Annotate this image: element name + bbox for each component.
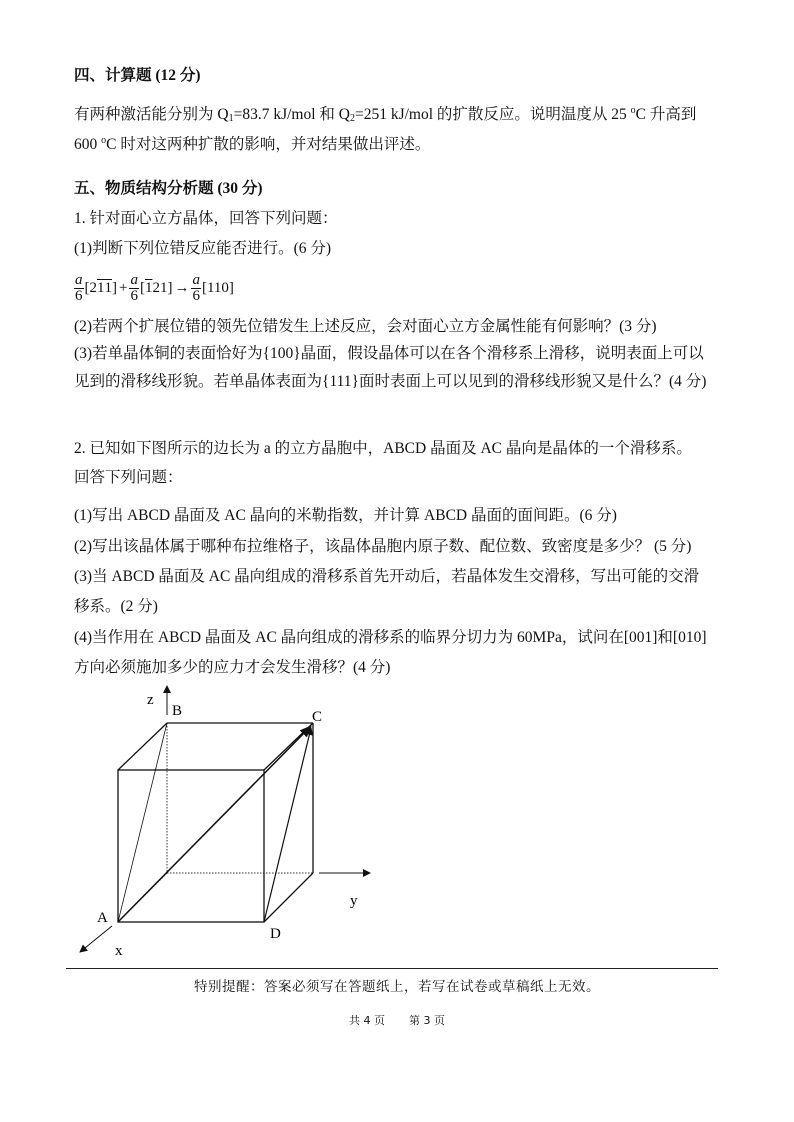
text-segment: 600	[74, 136, 102, 153]
miller-index-part: [	[139, 279, 145, 296]
fraction-numerator: a	[130, 271, 138, 288]
miller-index-bar: 1	[97, 279, 105, 296]
miller-index-part: [2	[84, 279, 97, 296]
fraction-denominator: 6	[75, 287, 83, 304]
text-segment: C 升高到	[635, 106, 697, 123]
question-2-sub-4-line-2: 方向必须施加多少的应力才会发生滑移？(4 分)	[74, 659, 391, 676]
current-page: 第 3 页	[409, 1014, 445, 1027]
question-1-sub-3-line-2: 见到的滑移线形貌。若单晶体表面为{111}面时表面上可以见到的滑移线形貌又是什么？(4 分)	[74, 373, 707, 390]
cube-edge	[264, 723, 313, 770]
text-segment: =251 kJ/mol 的扩散反应。说明温度从 25	[354, 106, 631, 123]
fraction-numerator: a	[192, 271, 200, 288]
question-2-sub-3-line-1: (3)当 ABCD 晶面及 AC 晶向组成的滑移系首先开动后，若晶体发生交滑移，写出可能的交滑	[74, 568, 700, 585]
cube-edge	[118, 723, 167, 770]
question-2-sub-3-line-2: 移系。(2 分)	[74, 598, 158, 615]
footer-notice: 特别提醒：答案必须写在答题纸上，若写在试卷或草稿纸上无效。	[194, 979, 600, 995]
section-4-heading: 四、计算题 (12 分)	[74, 67, 201, 84]
label-C: C	[312, 709, 323, 725]
miller-index-bar: 1	[104, 279, 112, 296]
q1-subscript: 1	[228, 113, 234, 124]
cube-edge	[264, 873, 313, 922]
question-1-sub-2: (2)若两个扩展位错的领先位错发生上述反应，会对面心立方金属性能有何影响？(3 分)	[74, 318, 657, 335]
fraction-denominator: 6	[130, 287, 138, 304]
question-2-sub-4-line-1: (4)当作用在 ABCD 晶面及 AC 晶向组成的滑移系的临界分切力为 60MPa，试问在[001]和[010]	[74, 629, 707, 646]
question-1-sub-3-line-1: (3)若单晶体铜的表面恰好为{100}晶面，假设晶体可以在各个滑移系上滑移，说明表面上可以	[74, 345, 704, 362]
fraction-a-over-6	[74, 273, 84, 304]
question-2-intro-line-1: 2. 已知如下图所示的边长为 a 的立方晶胞中，ABCD 晶面及 AC 晶向是晶体的一个滑移系。	[74, 440, 692, 457]
page-indicator	[0, 1012, 794, 1028]
slip-direction-AC-arrow	[118, 726, 311, 922]
label-D: D	[270, 926, 281, 942]
label-x: x	[115, 943, 123, 959]
label-z: z	[147, 692, 154, 708]
fraction-numerator: a	[75, 271, 83, 288]
text-segment: C 时对这两种扩散的影响，并对结果做出评述。	[106, 136, 431, 153]
fraction-a-over-6	[129, 273, 139, 304]
miller-index-bar: 1	[144, 279, 153, 296]
question-2-sub-2: (2)写出该晶体属于哪种布拉维格子，该晶体晶胞内原子数、配位数、致密度是多少？ (5 分)	[74, 538, 692, 555]
question-2-sub-1: (1)写出 ABCD 晶面及 AC 晶向的米勒指数，并计算 ABCD 晶面的面间距。(6 分)	[74, 507, 617, 524]
fraction-a-over-6	[191, 273, 201, 304]
label-y: y	[350, 893, 358, 909]
cubic-cell-diagram	[60, 680, 380, 960]
text-segment: 有两种激活能分别为 Q	[74, 106, 229, 123]
degree-superscript: o	[630, 105, 636, 116]
plane-edge-AB	[118, 723, 167, 922]
arrow-icon: →	[174, 279, 190, 296]
dislocation-reaction-formula	[74, 270, 234, 306]
miller-index-result: [110]	[201, 279, 234, 296]
plane-edge-DC-arrow	[264, 728, 311, 922]
text-segment: =83.7 kJ/mol 和 Q	[233, 106, 350, 123]
miller-index-part: ]	[112, 279, 117, 296]
degree-superscript: o	[101, 135, 107, 146]
footer-divider	[66, 968, 718, 969]
question-2-intro-line-2: 回答下列问题：	[74, 469, 183, 486]
miller-index-part: 21]	[152, 279, 173, 296]
fraction-denominator: 6	[192, 287, 200, 304]
label-B: B	[172, 703, 183, 719]
plus-sign: +	[119, 279, 128, 296]
section-4-paragraph-line-2	[74, 131, 430, 155]
total-pages: 共 4 页	[349, 1014, 385, 1027]
section-4-paragraph-line-1	[74, 101, 696, 129]
question-1-sub-1: (1)判断下列位错反应能否进行。(6 分)	[74, 240, 332, 257]
label-A: A	[97, 910, 108, 926]
question-1-intro: 1. 针对面心立方晶体，回答下列问题：	[74, 210, 338, 227]
q2-subscript: 2	[349, 113, 355, 124]
section-5-heading: 五、物质结构分析题 (30 分)	[74, 180, 263, 197]
x-axis	[80, 926, 112, 952]
